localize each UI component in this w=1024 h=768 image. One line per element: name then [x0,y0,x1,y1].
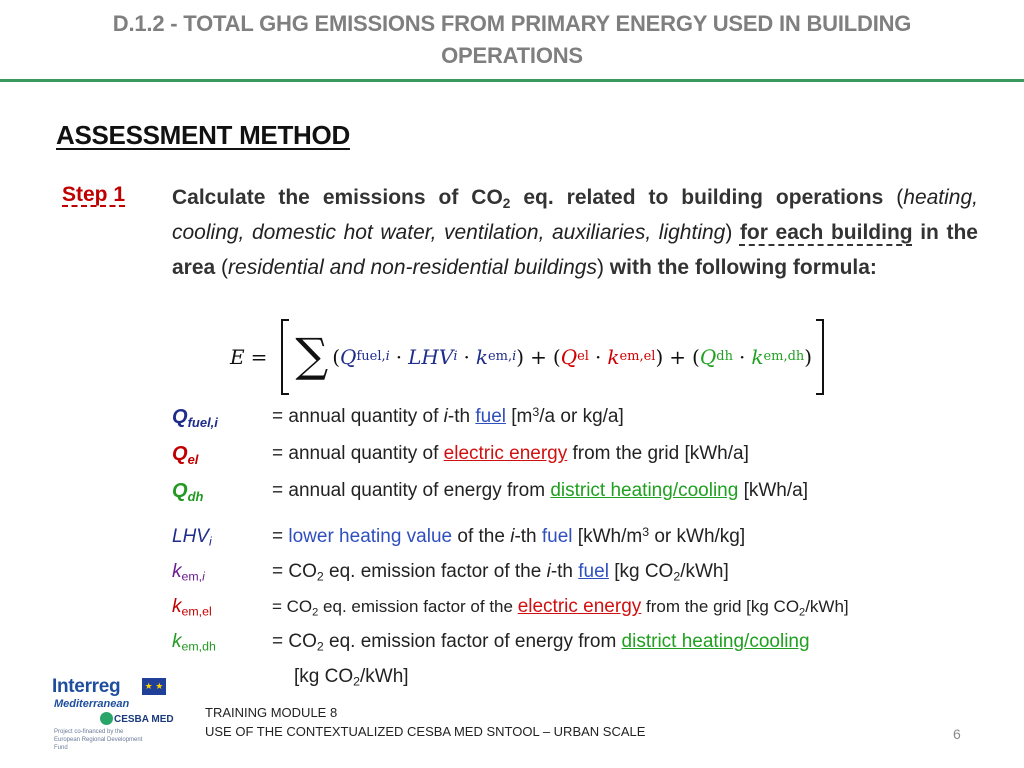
def-text-lhv: = lower heating value of the i-th fuel [$kWh/m^3$ or kWh/kg] [272,524,746,547]
formula-e: E [230,345,245,369]
step-paren-close: ) [725,221,733,244]
step-uses: heating, cooling, domestic hot water, ventilation, auxiliaries, lighting [172,186,978,244]
link-district-heating-2[interactable]: district heating/cooling [621,631,810,652]
formula-paren-5: ( [692,345,700,369]
formula-dot-3: · [594,345,602,369]
formula-fuel-i: i [385,349,390,364]
formula-plus-2: + [669,345,687,369]
slide-title [40,8,984,72]
formula-k-em-dh: k [751,345,764,369]
def-text-q-fuel: = annual quantity of i-th fuel [$m^3/a$ or kg/a] [272,404,624,427]
interreg-logo [52,676,202,751]
link-electric-energy-2[interactable]: electric energy [517,596,642,617]
formula-bracket-left [281,319,289,395]
def-text-q-dh: = annual quantity of energy from district heating/cooling [kWh/a] [272,480,808,501]
summation-icon: ∑ [295,328,329,382]
formula-q-fuel: Q [340,345,357,369]
link-fuel-2[interactable]: fuel [578,561,609,582]
link-fuel[interactable]: fuel [475,406,506,427]
formula-em-i: i [512,349,517,364]
mediterranean-wordmark: Mediterranean [54,698,130,710]
formula-q-dh: Q [699,345,717,369]
formula-paren-2: ) [516,345,525,369]
title-divider [0,79,1024,82]
def-symbol-q-dh: $Q_{dh}$ [172,480,204,504]
formula-k-em-i: k [475,345,488,369]
footer-line1: TRAINING MODULE 8 [205,705,338,720]
step-text-2: eq. related to building operations [510,186,884,209]
def-symbol-q-el: $Q_{el}$ [172,443,199,467]
formula-equals: = [250,345,268,369]
def-symbol-k-em-dh: $k_{em,dh}$ [172,631,216,654]
formula-paren-3: ( [552,345,561,369]
def-text-k-em-el: = $CO_2$ eq. emission factor of the electric energy from the grid [kg $CO_2/kWh$] [272,596,849,619]
step-co2-sub: 2 [502,196,511,212]
step-label: Step 1 [62,183,126,206]
def-symbol-k-em-i: $k_{em,i}$ [172,561,205,584]
step-text-1: Calculate the emissions of CO [172,186,503,209]
formula-dot-1: · [395,345,403,369]
formula-lhv: LHV [408,345,454,369]
link-district-heating[interactable]: district heating/cooling [550,480,739,501]
eu-flag-icon: ★ ★ [142,678,166,695]
def-text-q-el: = annual quantity of electric energy from the grid [kWh/a] [272,443,749,464]
step-in-area: in the area [172,221,978,279]
def-text-k-em-i: = $CO_2$ eq. emission factor of the i-th fuel [kg $CO_2/kWh$] [272,561,729,584]
formula-q-el: Q [560,345,578,369]
formula-k-em-el: k [607,345,620,369]
section-heading: ASSESSMENT METHOD [56,120,350,150]
def-text-k-em-dh: = $CO_2$ eq. emission factor of energy from district heating/cooling [272,631,810,654]
formula-plus-1: + [530,345,547,369]
step-paren-open: ( [896,186,904,209]
formula-dot-2: · [463,345,470,369]
formula-lhv-i: i [453,349,458,364]
cesba-med-wordmark: CESBA MED [114,714,174,725]
formula-fuel-sub: fuel, [356,349,386,364]
slide-title-line2: OPERATIONS [441,43,583,68]
step-building-types: residential and non-residential buildings [228,256,597,279]
formula-em-sub: em, [487,349,513,364]
def-symbol-lhv: $LHV_i$ [172,526,212,549]
step-paren-open-2: ( [215,256,229,279]
formula-paren-1: ( [332,345,341,369]
def-symbol-q-fuel: $Q_{fuel,i}$ [172,406,218,430]
step-for-each-building: for each building [739,221,913,244]
def-symbol-k-em-el: $k_{em,el}$ [172,596,212,619]
interreg-wordmark: Interreg [52,676,121,697]
def-row-k-em-dh-unit: [kg $CO_2/kWh$] [294,666,409,689]
formula-bracket-right [816,319,824,395]
formula-paren-6: ) [804,345,813,369]
step-description [172,180,978,285]
step-formula-intro: with the following formula: [603,256,877,279]
emission-formula: E = ∑ ( Q fuel,i · LHV i · k em,i ) + ( Q el · k em,el ) + ( Q dh · k em,dh ) [230,318,930,396]
erdf-note: Project co-financed by the European Regional Development Fund [54,729,143,751]
cesba-logo-icon [100,712,113,725]
slide-title-line1: D.1.2 - TOTAL GHG EMISSIONS FROM PRIMARY ENERGY USED IN BUILDING [112,11,912,36]
formula-paren-4: ) [655,345,664,369]
formula-dot-4: · [738,345,746,369]
footer-line2: USE OF THE CONTEXTUALIZED CESBA MED SNTOOL – URBAN SCALE [205,724,646,739]
page-number: 6 [953,726,961,742]
step-paren-close-2: ) [596,256,604,279]
link-electric-energy[interactable]: electric energy [443,443,568,464]
footer-module [205,703,645,741]
